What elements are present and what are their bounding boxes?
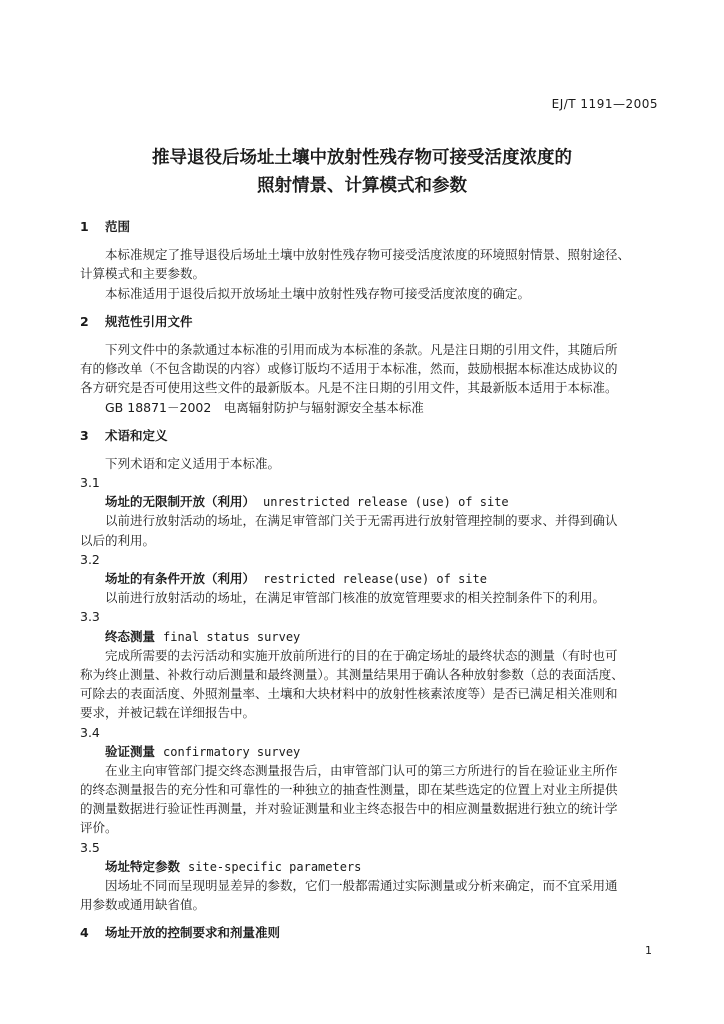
section-heading bbox=[80, 312, 655, 331]
definition-line: 以前进行放射活动的场址，在满足审管部门关于无需再进行放射管理控制的要求、并得到确认 bbox=[105, 513, 618, 529]
paragraph-line: 各方研究是否可使用这些文件的最新版本。凡是不注日期的引用文件，其最新版本适用于本标准。 bbox=[80, 380, 618, 396]
definition-line: 评价。 bbox=[80, 820, 118, 836]
term-entry bbox=[80, 742, 655, 761]
paragraph-line: 有的修改单（不包含勘误的内容）或修订版均不适用于本标准，然而，鼓励根据本标准达成协议的 bbox=[80, 361, 618, 377]
definition-line: 因场址不同而呈现明显差异的参数，它们一般都需通过实际测量或分析来确定，而不宜采用通 bbox=[105, 878, 618, 893]
standard-number: EJ/T 1191—2005 bbox=[551, 97, 658, 111]
section-title: 范围 bbox=[105, 219, 131, 234]
paragraph-line: 本标准规定了推导退役后场址土壤中放射性残存物可接受活度浓度的环境照射情景、照射途径、 bbox=[105, 247, 631, 263]
term-chinese: 终态测量 bbox=[105, 628, 156, 644]
title-line-2: 照射情景、计算模式和参数 bbox=[257, 176, 467, 196]
section-title: 场址开放的控制要求和剂量准则 bbox=[105, 925, 281, 941]
section-heading bbox=[80, 923, 655, 942]
document-body bbox=[80, 217, 655, 943]
term-english: unrestricted release (use) of site bbox=[263, 495, 509, 510]
definition-line: 要求，并被记载在详细报告中。 bbox=[80, 705, 256, 721]
section-number: 4 bbox=[80, 925, 89, 941]
page-number: 1 bbox=[645, 944, 652, 957]
term-entry bbox=[80, 627, 655, 646]
definition-line: 用参数或通用缺省值。 bbox=[80, 897, 206, 913]
definition-line: 可除去的表面活度、外照剂量率、土壤和大块材料中的放射性核素浓度等）是否已满足相关准则和 bbox=[80, 686, 618, 702]
definition-line: 称为终止测量、补救行动后测量和最终测量）。其测量结果用于确认各种放射参数（总的表面活度、 bbox=[80, 666, 624, 682]
term-chinese: 场址的无限制开放（利用） bbox=[105, 494, 256, 510]
section-number: 3 bbox=[80, 427, 89, 443]
clause-number: 3.2 bbox=[80, 551, 100, 567]
section-heading bbox=[80, 217, 655, 236]
definition-line: 的终态测量报告的充分性和可靠性的一种独立的抽查性测量，即在某些选定的位置上对业主所提供 bbox=[80, 782, 618, 798]
section-heading bbox=[80, 426, 655, 445]
section-number: 1 bbox=[80, 219, 89, 234]
section-title: 规范性引用文件 bbox=[105, 313, 193, 329]
clause-number: 3.5 bbox=[80, 839, 100, 855]
term-entry bbox=[80, 492, 655, 511]
definition-line: 以前进行放射活动的场址，在满足审管部门核准的放宽管理要求的相关控制条件下的利用。 bbox=[105, 590, 606, 606]
definition-line: 完成所需要的去污活动和实施开放前所进行的目的在于确定场址的最终状态的测量（有时也可 bbox=[105, 647, 618, 663]
term-english: confirmatory survey bbox=[163, 744, 301, 759]
term-english: site-specific parameters bbox=[188, 859, 362, 874]
term-chinese: 场址特定参数 bbox=[105, 858, 181, 874]
term-entry bbox=[80, 569, 655, 588]
definition-line: 以后的利用。 bbox=[80, 532, 156, 548]
title-line-1: 推导退役后场址土壤中放射性残存物可接受活度浓度的 bbox=[152, 148, 572, 168]
clause-number: 3.4 bbox=[80, 724, 100, 740]
paragraph-line: 计算模式和主要参数。 bbox=[80, 266, 206, 282]
section-number: 2 bbox=[80, 313, 89, 329]
definition-line: 在业主向审管部门提交终态测量报告后，由审管部门认可的第三方所进行的旨在验证业主所作 bbox=[105, 762, 618, 778]
section-title: 术语和定义 bbox=[105, 427, 168, 443]
definition-line: 的测量数据进行验证性再测量，并对验证测量和业主终态报告中的相应测量数据进行独立的统计学 bbox=[80, 801, 618, 817]
paragraph-line: 下列文件中的条款通过本标准的引用而成为本标准的条款。凡是注日期的引用文件，其随后所 bbox=[105, 341, 618, 357]
term-chinese: 验证测量 bbox=[105, 743, 156, 759]
document-title bbox=[0, 144, 724, 200]
term-chinese: 场址的有条件开放（利用） bbox=[105, 571, 256, 586]
clause-number: 3.3 bbox=[80, 609, 100, 625]
term-english: restricted release(use) of site bbox=[263, 572, 487, 586]
paragraph-line: 本标准适用于退役后拟开放场址土壤中放射性残存物可接受活度浓度的确定。 bbox=[105, 285, 531, 301]
term-english: final status survey bbox=[163, 629, 301, 644]
paragraph-line: 下列术语和定义适用于本标准。 bbox=[105, 455, 281, 471]
term-entry bbox=[80, 857, 655, 876]
normative-reference: GB 18871－2002 电离辐射防护与辐射源安全基本标准 bbox=[105, 399, 424, 415]
clause-number: 3.1 bbox=[80, 475, 100, 491]
